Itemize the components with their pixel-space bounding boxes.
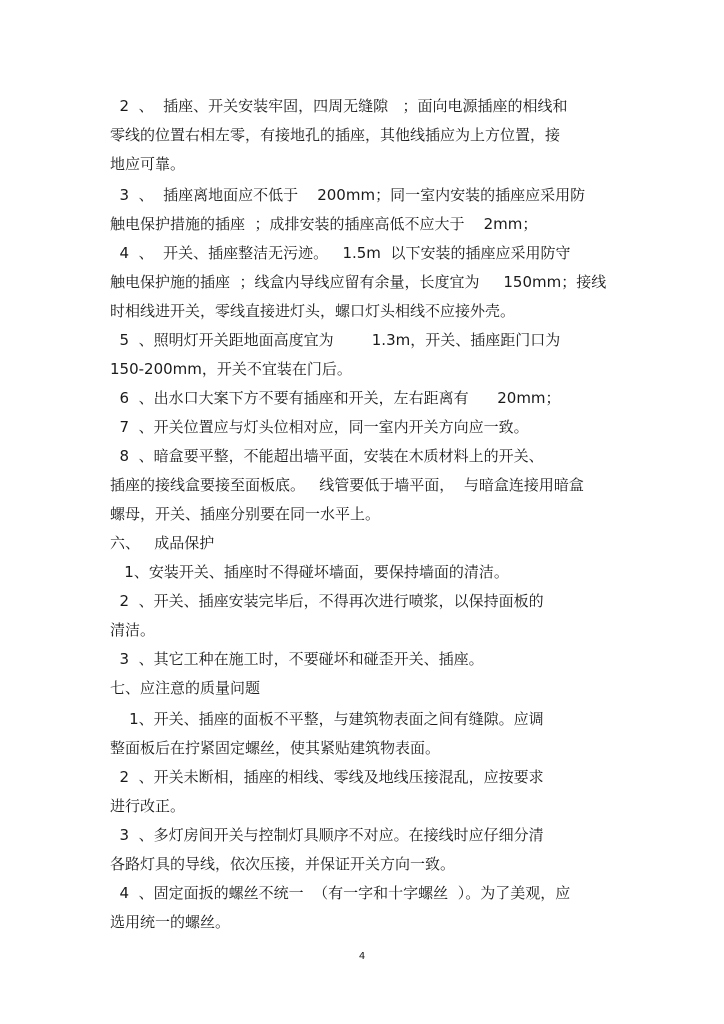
text-line: 插座的接线盒要接至面板底。 线管要低于墙平面， 与暗盒连接用暗盒: [110, 476, 584, 494]
text-line: 时相线进开关，零线直接进灯头，螺口灯头相线不应接外壳。: [110, 302, 516, 320]
text-line: 8 、暗盒要平整，不能超出墙平面，安装在木质材料上的开关、: [110, 447, 544, 465]
text-line: 2 、开关未断相，插座的相线、零线及地线压接混乱，应按要求: [110, 768, 544, 786]
text-line: 1、开关、插座的面板不平整，与建筑物表面之间有缝隙。应调: [110, 710, 544, 728]
section-heading: 七、应注意的质量问题: [110, 679, 261, 697]
section-heading: 六、 成品保护: [110, 534, 215, 552]
text-line: 螺母，开关、插座分别要在同一水平上。: [110, 505, 381, 523]
text-line: 4 、 开关、插座整洁无污迹。 1.5m 以下安装的插座应采用防守: [110, 244, 571, 262]
page-number: 4: [358, 951, 366, 962]
text-line: 选用统一的螺丝。: [110, 913, 231, 931]
text-line: 地应可靠。: [110, 155, 186, 173]
text-line: 进行改正。: [110, 797, 186, 815]
text-line: 3 、多灯房间开关与控制灯具顺序不对应。在接线时应仔细分清: [110, 826, 544, 844]
text-line: 5 、照明灯开关距地面高度宜为 1.3m，开关、插座距门口为: [110, 331, 561, 349]
text-line: 1、安装开关、插座时不得碰坏墙面，要保持墙面的清洁。: [110, 563, 509, 581]
text-line: 3 、其它工种在施工时，不要碰坏和碰歪开关、插座。: [110, 650, 484, 668]
text-line: 2 、开关、插座安装完毕后，不得再次进行喷浆，以保持面板的: [110, 592, 544, 610]
text-line: 150-200mm，开关不宜装在门后。: [110, 360, 352, 378]
text-line: 2 、 插座、开关安装牢固，四周无缝隙 ；面向电源插座的相线和: [110, 97, 568, 115]
text-line: 3 、 插座离地面应不低于 200mm；同一室内安装的插座应采用防: [110, 186, 586, 204]
text-line: 零线的位置右相左零，有接地孔的插座，其他线插应为上方位置，接: [110, 126, 561, 144]
text-line: 触电保护施的插座 ；线盒内导线应留有余量，长度宜为 150mm；接线: [110, 273, 607, 291]
text-line: 7 、开关位置应与灯头位相对应，同一室内开关方向应一致。: [110, 418, 529, 436]
text-line: 整面板后在拧紧固定螺丝，使其紧贴建筑物表面。: [110, 739, 441, 757]
text-line: 各路灯具的导线，依次压接，并保证开关方向一致。: [110, 855, 456, 873]
text-line: 清洁。: [110, 621, 156, 639]
text-line: 触电保护措施的插座 ；成排安装的插座高低不应大于 2mm；: [110, 215, 538, 233]
text-line: 4 、固定面扳的螺丝不统一 （有一字和十字螺丝 ）。为了美观，应: [110, 884, 571, 902]
text-line: 6 、出水口大案下方不要有插座和开关，左右距离有 20mm；: [110, 389, 561, 407]
